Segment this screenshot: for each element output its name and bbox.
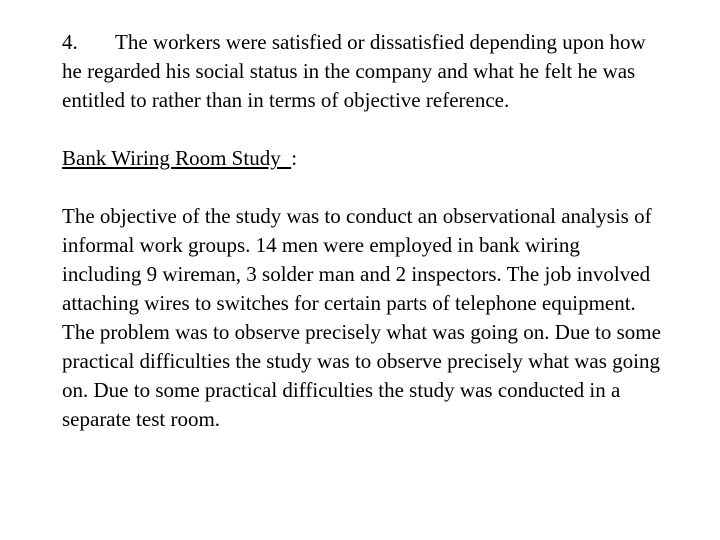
section-heading-colon: : (291, 146, 298, 170)
slide-content (62, 28, 662, 434)
point-number: 4. (62, 30, 78, 54)
section-heading (62, 144, 662, 173)
point-4 (62, 28, 662, 115)
point-text: The workers were satisfied or dissatisfied depending upon how he regarded his social status in the company and what he felt he was entitled to rather than in terms of objective reference. (62, 30, 646, 112)
section-heading-text: Bank Wiring Room Study (62, 146, 292, 170)
section-body: The objective of the study was to conduct an observational analysis of informal work groups. 14 men were employed in bank wiring including 9 wireman, 3 solder man and 2 inspectors. The job involved attaching wires to switches for certain parts of telephone equipment. The problem was to observe precisely what was going on. Due to some practical difficulties the study was to observe precisely what was going on. Due to some practical difficulties the study was conducted in a separate test room. (62, 204, 661, 431)
